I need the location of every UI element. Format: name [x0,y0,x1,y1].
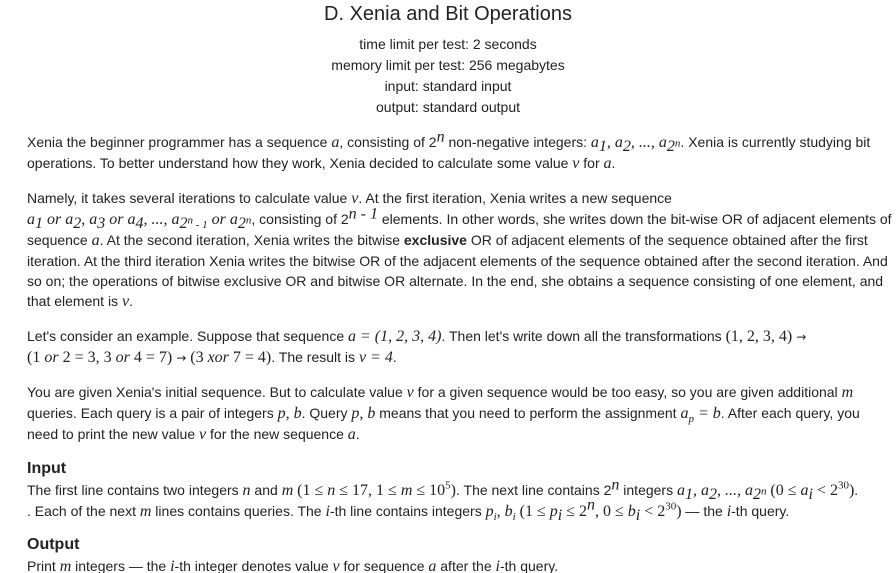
output-section-body: Print m integers — the i-th integer denotes value v for sequence a after the i-th query. [27,558,559,573]
input-section-body: The first line contains two integers n and m (1 ≤ n ≤ 17, $1 \le m \le 10^5$). The next line contains 2$^n$ integers $a_1$, $a_2$, ..., $a_{2^n}$ $(0 \le a_i < 2^{30})$. . Each of the next m lines contains queries. The i-th line contains integers $p_i$, $b_i$ ($1 \le p_i \le 2^n$, $0 \le b_i < 2^{30}$) — the i-th query. [27,476,859,525]
statement-paragraph-4: You are given Xenia's initial sequence. But to calculate value v for a given sequence would be too easy, so you are given additional m queries. Each query is a pair of integers p, b. Query p, b means that you need to perform the assignment $a_p = b$. After each query, you need to print the new value v for the new sequence a. [27,384,860,443]
memory-limit: memory limit per test: 256 megabytes [331,57,565,73]
statement-paragraph-3: Let's consider an example. Suppose that sequence a = (1, 2, 3, 4). Then let's write down all the transformations (1, 2, 3, 4) → (1 or 2 = 3, 3 or 4 = 7) → (3 xor 7 = 4). The result is v = 4. [27,326,892,368]
problem-title: D. Xenia and Bit Operations [324,3,572,25]
statement-paragraph-1: Xenia the beginner programmer has a sequence a, consisting of 2$^n$ non-negative integers: $a_1$, $a_2$, ..., $a_{2^n}$. Xenia is currently studying bit operations. To better understand how they work, Xenia decided to calculate some value v for a. [27,128,871,172]
arrow-icon: → [176,351,187,365]
problem-statement [27,128,892,573]
statement-paragraph-2: Namely, it takes several iterations to calculate value v. At the first iteration, Xenia writes a new sequence $a_1$ or $a_2$, $a_3$ or $a_4$, ..., $a_{2^n - 1}$ or $a_{2^n}$, consisting of 2$^{n - 1}$ elements. In other words, she writes down the bit-wise OR of adjacent elements of sequence a. At the second iteration, Xenia writes the bitwise exclusive OR of adjacent elements of the sequence obtained after the first iteration. At the third iteration Xenia writes the bitwise OR of the adjacent elements of the sequence obtained after the second iteration. And so on; the operations of bitwise exclusive OR and bitwise OR alternate. In the end, she obtains a sequence consisting of one element, and that element is v. [27,190,892,310]
output-section-title: Output [27,536,80,553]
output-spec: output: standard output [376,99,520,115]
problem-header [0,2,896,118]
input-section-title: Input [27,460,67,477]
arrow-icon: → [796,330,807,344]
input-spec: input: standard input [384,78,512,94]
time-limit: time limit per test: 2 seconds [359,36,537,52]
